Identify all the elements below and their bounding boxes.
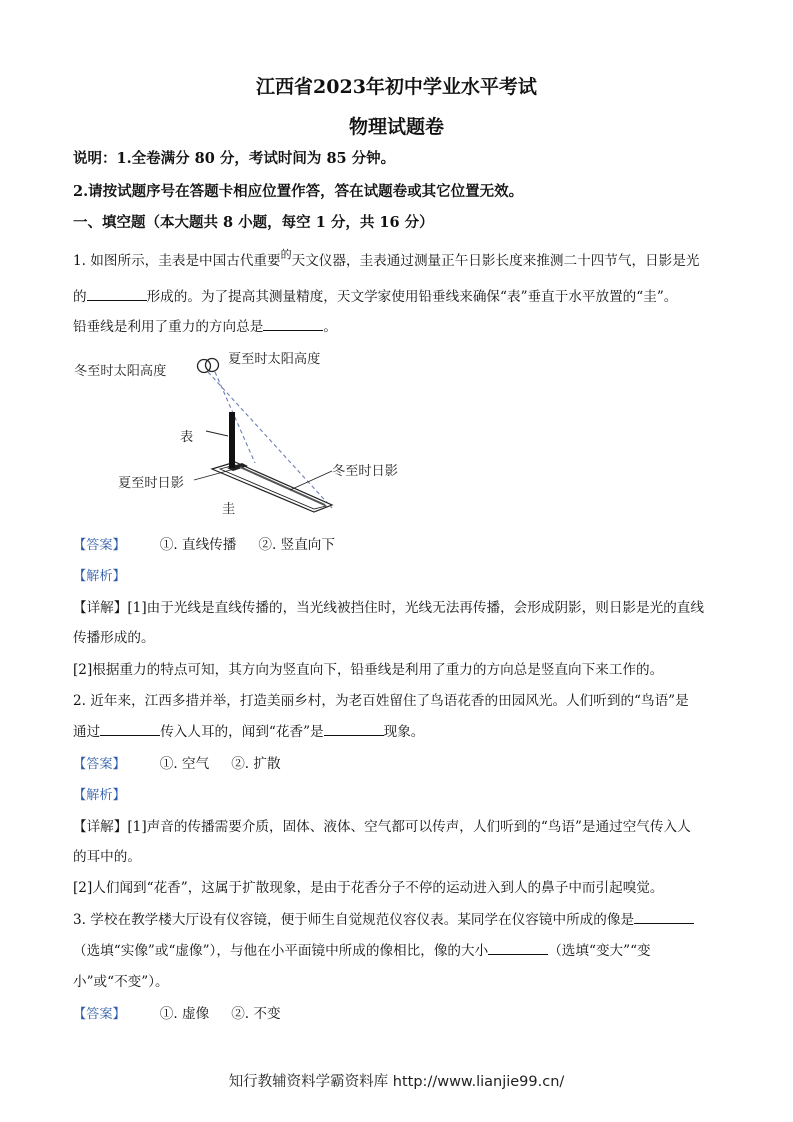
answer-tag: 【答案】: [73, 538, 126, 553]
q3-answer-row: [73, 1005, 723, 1024]
q2-answer-2: ②. 扩散: [231, 756, 281, 772]
q2-text-a: 通过: [73, 724, 101, 740]
q3-text-b: （选填“实像”或“虚像”），与他在小平面镜中所成的像相比，像的大小: [73, 943, 489, 959]
q1-analysis-tag: [73, 567, 723, 586]
q1-answer-1: ①. 直线传播: [159, 537, 237, 553]
gnomon-label: 表: [180, 430, 194, 445]
q3-line-3: 小”或“不变”）。: [73, 974, 169, 990]
q1-line-2: [73, 288, 723, 306]
instruction-line-1: 说明：1.全卷满分 80 分，考试时间为 85 分钟。: [73, 150, 396, 167]
q1-line-1: [73, 248, 723, 271]
q3-answer-1: ①. 虚像: [159, 1006, 210, 1022]
q1-text-c: 的: [73, 289, 87, 305]
footer-watermark: 知行教辅资料学霸资料库 http://www.lianjie99.cn/: [228, 1074, 565, 1090]
q1-detail-1a: 【详解】[1]由于光线是直线传播的，当光线被挡住时，光线无法再传播，会形成阴影，则日影是光的直线: [73, 600, 704, 616]
q3-text-a: 3. 学校在教学楼大厅设有仪容镜，便于师生自觉规范仪容仪表。某同学在仪容镜中所成的像是: [73, 912, 635, 928]
q1-detail-2: [2]根据重力的特点可知，其方向为竖直向下，铅垂线是利用了重力的方向总是竖直向下来工作的。: [73, 662, 664, 678]
answer-tag: 【答案】: [73, 1007, 126, 1022]
q2-line-2: [73, 723, 723, 741]
q2-answer-1: ①. 空气: [159, 756, 210, 772]
section-heading: 一、填空题（本大题共 8 小题，每空 1 分，共 16 分）: [73, 214, 434, 231]
gnomon-pole: [229, 412, 235, 468]
q1-text-f: 。: [323, 319, 337, 335]
q2-analysis-tag: [73, 786, 723, 805]
winter-shadow-leader: [290, 471, 332, 490]
q2-answer-row: [73, 755, 723, 774]
q1-detail-1b: 传播形成的。: [73, 630, 155, 646]
page-title: 江西省2023年初中学业水平考试: [256, 76, 537, 98]
q1-text-d: 形成的。为了提高其测量精度，天文学家使用铅垂线来确保“表”垂直于水平放置的“圭”。: [146, 289, 678, 305]
answer-blank[interactable]: [634, 911, 694, 924]
q2-detail-1a: 【详解】[1]声音的传播需要介质，固体、液体、空气都可以传声，人们听到的“鸟语”是通过空气传入人: [73, 819, 691, 835]
gnomon-diagram: [70, 345, 430, 525]
answer-blank[interactable]: [488, 942, 548, 955]
q3-text-c: （选填“变大”“变: [548, 943, 651, 959]
answer-tag: 【答案】: [73, 757, 126, 772]
answer-blank[interactable]: [263, 318, 323, 331]
q2-detail-1b: 的耳中的。: [73, 849, 141, 865]
page-subtitle: 物理试题卷: [348, 116, 444, 138]
answer-blank[interactable]: [87, 288, 147, 301]
analysis-tag: 【解析】: [73, 569, 126, 584]
winter-shadow-label: 冬至时日影: [332, 464, 398, 479]
summer-shadow-label: 夏至时日影: [118, 476, 184, 491]
q1-text-e: 铅垂线是利用了重力的方向总是: [73, 319, 264, 335]
summer-sun-icon: [206, 359, 219, 372]
answer-blank[interactable]: [324, 723, 384, 736]
q3-line-1: [73, 911, 723, 929]
q1-answer-2: ②. 竖直向下: [258, 537, 335, 553]
gnomon-leader: [206, 431, 228, 436]
analysis-tag: 【解析】: [73, 788, 126, 803]
winter-sun-label: 冬至时太阳高度: [74, 364, 167, 379]
q2-text-c: 现象。: [383, 724, 425, 740]
q2-text-b: 传入人耳的，闻到“花香”是: [160, 724, 324, 740]
q3-line-2: [73, 942, 723, 960]
answer-blank[interactable]: [100, 723, 160, 736]
q1-text-a: 1. 如图所示，圭表是中国古代重要: [73, 253, 281, 269]
summer-sun-label: 夏至时太阳高度: [228, 352, 321, 367]
q2-line-1: 2. 近年来，江西多措并举，打造美丽乡村，为老百姓留住了鸟语花香的田园风光。人们听到的“鸟语”是: [73, 693, 689, 709]
q1-answer-row: [73, 536, 723, 555]
q2-detail-2: [2]人们闻到“花香”，这属于扩散现象，是由于花香分子不停的运动进入到人的鼻子中而引起嗅觉。: [73, 880, 664, 896]
q3-answer-2: ②. 不变: [231, 1006, 281, 1022]
instruction-line-2: 2.请按试题序号在答题卡相应位置作答，答在试题卷或其它位置无效。: [73, 183, 524, 200]
q1-text-sup: 的: [280, 248, 292, 261]
q1-line-3: [73, 318, 723, 336]
scale-label: 圭: [222, 502, 236, 517]
q1-text-b: 天文仪器，圭表通过测量正午日影长度来推测二十四节气，日影是光: [291, 253, 700, 269]
